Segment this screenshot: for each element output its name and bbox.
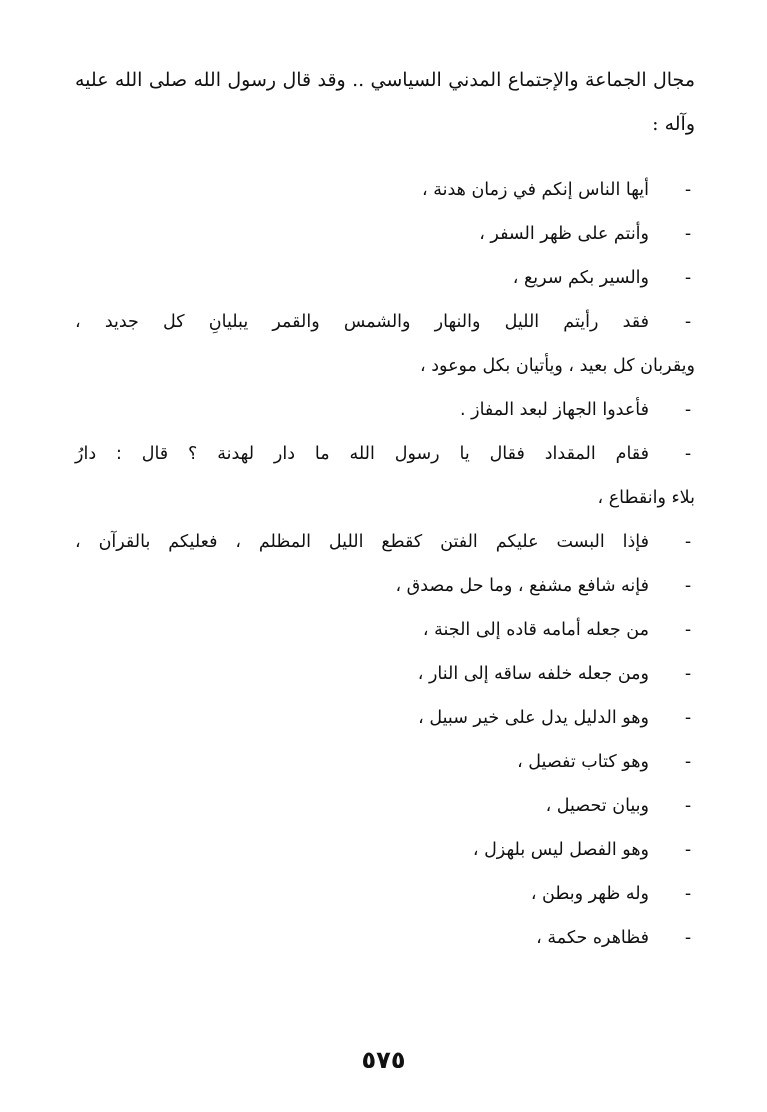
list-item (75, 564, 695, 608)
page-body (75, 58, 695, 960)
list-item (75, 256, 695, 300)
list-item-text: فظاهره حكمة ، (536, 928, 649, 948)
spacer (75, 146, 695, 168)
dash-bullet: - (684, 312, 692, 332)
dash-bullet: - (684, 884, 692, 904)
list-item-text: فقد رأيتم الليل والنهار والشمس والقمر يبليانِ كل جديد ، (75, 312, 649, 332)
list-item (75, 740, 695, 784)
list-item (75, 212, 695, 256)
list-item (75, 696, 695, 740)
list-item-text: فإذا البست عليكم الفتن كقطع الليل المظلم ، فعليكم بالقرآن ، (75, 532, 649, 552)
dash-bullet: - (684, 444, 692, 464)
dash-bullet: - (684, 620, 692, 640)
dash-bullet: - (684, 752, 692, 772)
dash-bullet: - (684, 400, 692, 420)
dash-bullet: - (684, 664, 692, 684)
list-item (75, 916, 695, 960)
list-item (75, 872, 695, 916)
list-item-text: وهو الفصل ليس بلهزل ، (472, 840, 649, 860)
list-item-text: وهو الدليل يدل على خير سبيل ، (418, 708, 649, 728)
list-item-continuation: ويقربان كل بعيد ، ويأتيان بكل موعود ، (420, 356, 695, 376)
list-item-text: ومن جعله خلفه ساقه إلى النار ، (417, 664, 649, 684)
dash-bullet: - (684, 576, 692, 596)
list-item (75, 432, 695, 476)
list-item (75, 300, 695, 344)
dash-bullet: - (684, 268, 692, 288)
dash-bullet: - (684, 532, 692, 552)
dash-bullet: - (684, 796, 692, 816)
list-item-text: أيها الناس إنكم في زمان هدنة ، (422, 180, 649, 200)
list-item (75, 784, 695, 828)
list-item (75, 652, 695, 696)
dash-bullet: - (684, 224, 692, 244)
list-item-text: من جعله أمامه قاده إلى الجنة ، (422, 620, 649, 640)
list-item (75, 520, 695, 564)
dash-bullet: - (684, 180, 692, 200)
list-item-continuation: بلاء وانقطاع ، (597, 488, 695, 508)
intro-line-2: وآله : (652, 113, 695, 135)
list-item-text: والسير بكم سريع ، (512, 268, 649, 288)
intro-line-1: مجال الجماعة والإجتماع المدني السياسي .. وقد قال رسول الله صلى الله عليه (75, 69, 695, 91)
list-item-text: وله ظهر وبطن ، (530, 884, 649, 904)
page-number: ٥٧٥ (361, 1046, 406, 1074)
dash-bullet: - (684, 928, 692, 948)
list-item-text: فإنه شافع مشفع ، وما حل مصدق ، (395, 576, 649, 596)
list-item (75, 168, 695, 212)
list-item-text: فأعدوا الجهاز لبعد المفاز . (460, 400, 649, 420)
list-item (75, 388, 695, 432)
list-item-text: وبيان تحصيل ، (545, 796, 649, 816)
list-item-text: فقام المقداد فقال يا رسول الله ما دار لهدنة ؟ قال : دارُ (75, 444, 649, 464)
list-item-text: وأنتم على ظهر السفر ، (479, 224, 649, 244)
list-item (75, 608, 695, 652)
dash-bullet: - (684, 840, 692, 860)
list-item-text: وهو كتاب تفصيل ، (517, 752, 649, 772)
list-item (75, 828, 695, 872)
dash-bullet: - (684, 708, 692, 728)
